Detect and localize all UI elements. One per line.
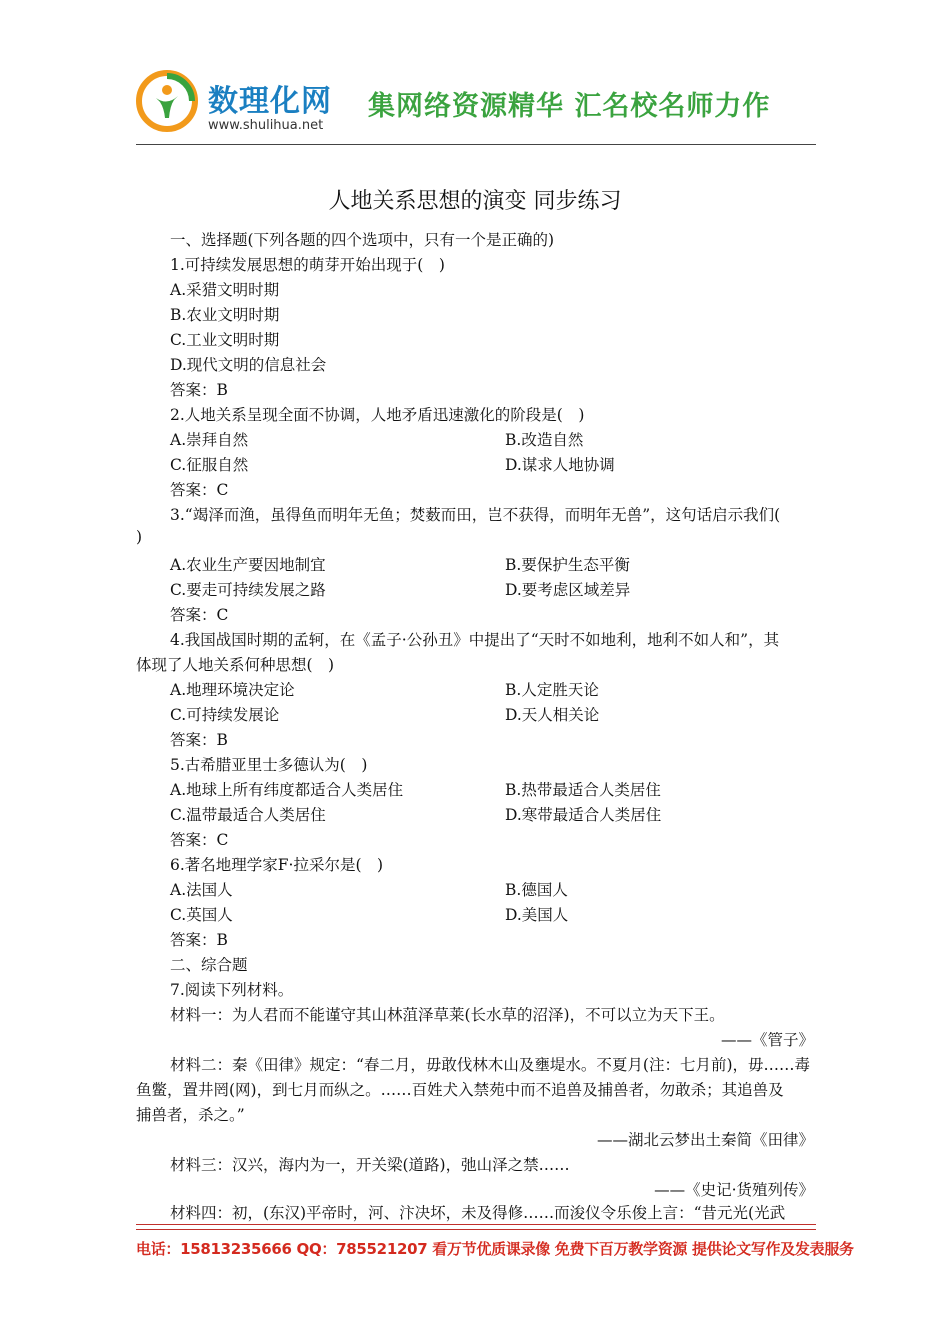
header-divider — [136, 144, 816, 145]
option-d: D.天人相关论 — [505, 706, 600, 724]
option-d: D.要考虑区域差异 — [505, 581, 631, 599]
option-b: B.人定胜天论 — [505, 681, 599, 699]
question-stem: 3.“竭泽而渔，虽得鱼而明年无鱼；焚薮而田，岂不获得，而明年无兽”，这句话启示我们( — [170, 506, 781, 524]
answer: 答案：B — [170, 931, 228, 949]
option-c: C.工业文明时期 — [170, 331, 280, 349]
option-a: A.法国人 — [170, 881, 233, 899]
option-d: D.寒带最适合人类居住 — [505, 806, 662, 824]
material-one: 材料一：为人君而不能谨守其山林菹泽草莱(长水草的沼泽)，不可以立为天下王。 — [170, 1006, 725, 1024]
option-b: B.要保护生态平衡 — [505, 556, 630, 574]
footer-divider — [136, 1224, 816, 1225]
answer: 答案：C — [170, 606, 229, 624]
question-stem-cont: 体现了人地关系何种思想( ) — [136, 656, 335, 674]
brand-url[interactable]: www.shulihua.net — [208, 118, 324, 133]
answer: 答案：C — [170, 831, 229, 849]
option-b: B.农业文明时期 — [170, 306, 280, 324]
material-two-cont: 捕兽者，杀之。” — [136, 1106, 245, 1124]
option-a: A.地球上所有纬度都适合人类居住 — [170, 781, 404, 799]
page-title: 人地关系思想的演变 同步练习 — [328, 189, 622, 214]
question-stem: 1.可持续发展思想的萌芽开始出现于( ) — [170, 256, 445, 274]
option-b: B.改造自然 — [505, 431, 584, 449]
material-two: 材料二：秦《田律》规定：“春二月，毋敢伐林木山及壅堤水。不夏月(注：七月前)，毋……毒 — [170, 1056, 811, 1074]
footer-banner: 电话：15813235666 QQ：785521207 看万节优质课录像 免费下百万教学资源 提供论文写作及发表服务 — [136, 1240, 854, 1258]
option-c: C.英国人 — [170, 906, 233, 924]
option-d: D.谋求人地协调 — [505, 456, 615, 474]
material-one-source: ——《管子》 — [720, 1031, 814, 1049]
option-a: A.农业生产要因地制宜 — [170, 556, 326, 574]
section-heading: 一、选择题(下列各题的四个选项中，只有一个是正确的) — [170, 231, 555, 249]
option-b: B.德国人 — [505, 881, 568, 899]
slogan: 集网络资源精华 汇名校名师力作 — [368, 91, 771, 122]
answer: 答案：C — [170, 481, 229, 499]
material-two-source: ——湖北云梦出土秦简《田律》 — [596, 1131, 814, 1149]
option-a: A.崇拜自然 — [170, 431, 249, 449]
logo-icon — [136, 70, 198, 132]
option-a: A.采猎文明时期 — [170, 281, 280, 299]
option-c: C.要走可持续发展之路 — [170, 581, 326, 599]
option-c: C.可持续发展论 — [170, 706, 280, 724]
answer: 答案：B — [170, 381, 228, 399]
material-three-source: ——《史记·货殖列传》 — [654, 1181, 814, 1199]
brand-name: 数理化网 — [208, 84, 332, 119]
question-stem: 4.我国战国时期的孟轲，在《孟子·公孙丑》中提出了“天时不如地利，地利不如人和”，其 — [170, 631, 780, 649]
question-stem: 6.著名地理学家F·拉采尔是( ) — [170, 856, 384, 874]
material-four: 材料四：初，(东汉)平帝时，河、汴决坏，未及得修……而浚仪令乐俊上言：“昔元光(光武 — [170, 1204, 786, 1222]
material-two-cont: 鱼鳖，置井罔(网)，到七月而纵之。……百姓犬入禁苑中而不追兽及捕兽者，勿敢杀；其追兽及 — [136, 1081, 784, 1099]
option-d: D.现代文明的信息社会 — [170, 356, 327, 374]
option-b: B.热带最适合人类居住 — [505, 781, 661, 799]
option-c: C.温带最适合人类居住 — [170, 806, 326, 824]
option-a: A.地理环境决定论 — [170, 681, 295, 699]
question-stem: 5.古希腊亚里士多德认为( ) — [170, 756, 368, 774]
section-heading: 二、综合题 — [170, 956, 248, 974]
question-stem: 7.阅读下列材料。 — [170, 981, 294, 999]
option-d: D.美国人 — [505, 906, 569, 924]
answer: 答案：B — [170, 731, 228, 749]
material-three: 材料三：汉兴，海内为一，开关梁(道路)，弛山泽之禁…… — [170, 1156, 570, 1174]
question-stem: 2.人地关系呈现全面不协调，人地矛盾迅速激化的阶段是( ) — [170, 406, 585, 424]
footer-divider — [136, 1229, 816, 1230]
question-stem-cont: ) — [136, 528, 143, 546]
site-header — [136, 68, 816, 144]
option-c: C.征服自然 — [170, 456, 249, 474]
